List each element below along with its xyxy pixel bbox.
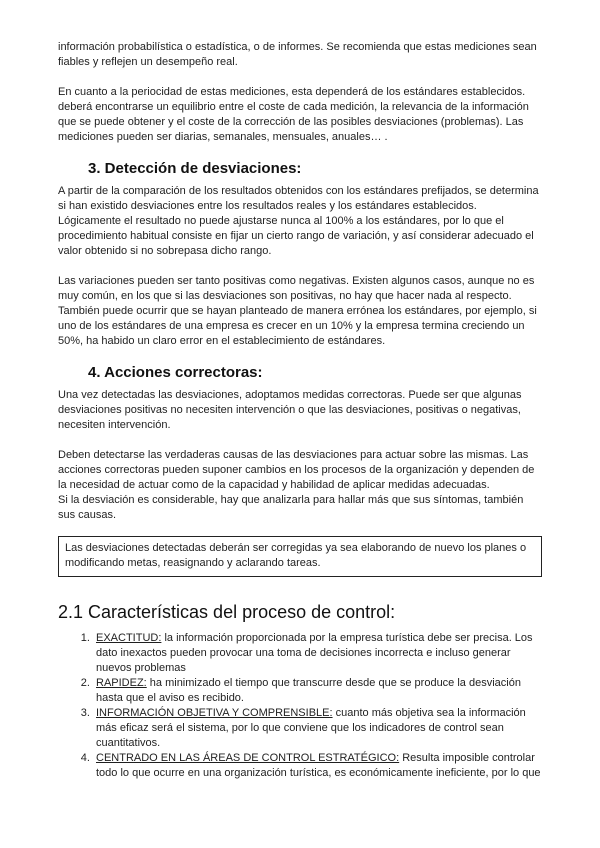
highlight-box: Las desviaciones detectadas deberán ser corregidas ya sea elaborando de nuevo los planes o modificando metas, reasignando y aclarando tareas.: [58, 536, 542, 577]
section-4-paragraph-1: Una vez detectadas las desviaciones, adoptamos medidas correctoras. Puede ser que algunas desviaciones positivas no necesiten intervención o que las desviaciones, positivas o negativas, necesiten intervención.: [58, 389, 522, 431]
paragraph-intro-2: En cuanto a la periocidad de estas mediciones, esta dependerá de los estándares establecidos. deberá encontrarse un equilibrio entre el coste de cada medición, la relevancia de la información que se puede obtener y el coste de la corrección de las posibles desviaciones (problemas). Las mediciones pueden ser diarias, semanales, mensuales, anuales… .: [58, 86, 529, 143]
section-3-heading: 3. Detección de desviaciones:: [88, 160, 302, 177]
section-3-paragraph-2: Las variaciones pueden ser tanto positivas como negativas. Existen algunos casos, aunque no es muy común, en los que si las desviaciones son positivas, no hay que hacer nada al respecto. También puede ocurrir que se hayan planteado de manera errónea los estándares, por ejemplo, si uno de los estándares de una empresa es crecer en un 10% y la empresa termina creciendo un 50%, ha habido un claro error en el establecimiento de estándares.: [58, 275, 537, 347]
list-item: [93, 751, 542, 781]
list-item-term: INFORMACIÓN OBJETIVA Y COMPRENSIBLE:: [96, 707, 333, 719]
list-item-text: ha minimizado el tiempo que transcurre desde que se produce la desviación hasta que el aviso es recibido.: [96, 677, 521, 704]
list-item: [93, 676, 542, 706]
section-4-heading: 4. Acciones correctoras:: [88, 364, 263, 381]
section-2-1-heading: 2.1 Características del proceso de control:: [58, 602, 396, 622]
list-item: [93, 706, 542, 751]
characteristics-list: [58, 631, 542, 781]
list-item-term: RAPIDEZ:: [96, 677, 147, 689]
document-page: [58, 40, 542, 781]
section-3-paragraph-1: A partir de la comparación de los resultados obtenidos con los estándares prefijados, se determina si han existido desviaciones entre los resultados reales y los estándares establecidos. Lógicamente el resultado no puede ajustarse nunca al 100% a los estándares, por lo que el procedimiento habitual consiste en fijar un cierto rango de variación, y así considerar adecuado el valor obtenido si no sobrepasa dicho rango.: [58, 185, 539, 257]
list-item: [93, 631, 542, 676]
list-item-term: EXACTITUD:: [96, 632, 162, 644]
list-item-text: Resulta imposible controlar todo lo que ocurre en una organización turística, es económicamente ineficiente, por lo que: [96, 752, 541, 779]
section-4-paragraph-3: Si la desviación es considerable, hay que analizarla para hallar más que sus síntomas, también sus causas.: [58, 494, 524, 521]
list-item-text: cuanto más objetiva sea la información más eficaz será el sistema, por lo que conviene que los indicadores de control sean cuantitativos.: [96, 707, 526, 749]
paragraph-intro-1: información probabilística o estadística, o de informes. Se recomienda que estas mediciones sean fiables y reflejen un desempeño real.: [58, 41, 537, 68]
section-4-paragraph-2: Deben detectarse las verdaderas causas de las desviaciones para actuar sobre las mismas. Las acciones correctoras pueden suponer cambios en los procesos de la organización y dependen de la necesidad de actuar como de la capacidad y habilidad de aplicar medidas adecuadas.: [58, 449, 535, 491]
list-item-text: la información proporcionada por la empresa turística debe ser precisa. Los dato inexactos pueden provocar una toma de decisiones incorrecta e incluso generar nuevos problemas: [96, 632, 533, 674]
list-item-term: CENTRADO EN LAS ÁREAS DE CONTROL ESTRATÉGICO:: [96, 752, 400, 764]
